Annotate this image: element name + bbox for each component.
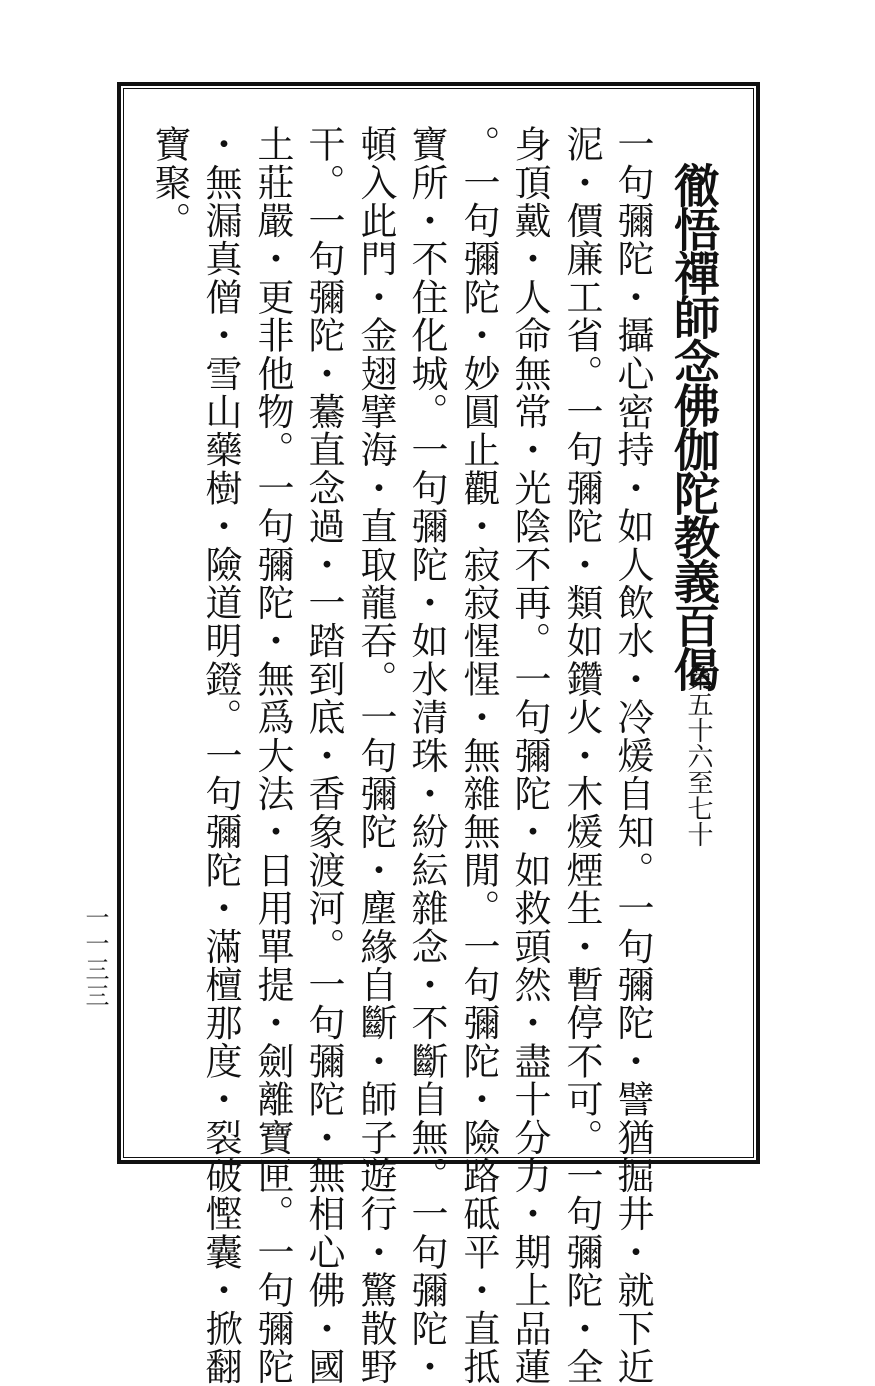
text-column-6: 頓入此門・金翅擘海・直取龍吞。一句彌陀・塵緣自斷・師子遊行・驚散野 (354, 125, 397, 1386)
text-column-10: 寶聚。 (148, 125, 191, 240)
page-number: 一一三三 (81, 905, 109, 1009)
text-column-5: 寶所・不住化城。一句彌陀・如水清珠・紛紜雜念・不斷自無。一句彌陀・ (405, 125, 448, 1386)
page-title: 徹悟禪師念佛伽陀教義百偈 (667, 162, 721, 690)
text-column-2: 泥・價廉工省。一句彌陀・類如鑽火・木煖煙生・暫停不可。一句彌陀・全 (560, 125, 603, 1386)
text-column-3: 身頂戴・人命無常・光陰不再。一句彌陀・如救頭然・盡十分力・期上品蓮 (508, 125, 551, 1386)
page-subtitle: 第五十六至七十 (683, 665, 713, 847)
text-column-8: 土莊嚴・更非他物。一句彌陀・無爲大法・日用單提・劍離寶匣。一句彌陀 (251, 125, 294, 1386)
text-column-1: 一句彌陀・攝心密持・如人飲水・冷煖自知。一句彌陀・譬猶掘井・就下近 (611, 125, 654, 1386)
text-column-4: 。一句彌陀・妙圓止觀・寂寂惺惺・無雜無閒。一句彌陀・險路砥平・直抵 (457, 125, 500, 1386)
text-column-7: 干。一句彌陀・驀直念過・一踏到底・香象渡河。一句彌陀・無相心佛・國 (302, 125, 345, 1386)
text-column-9: ・無漏真僧・雪山藥樹・險道明鐙。一句彌陀・滿檀那度・裂破慳囊・掀翻 (199, 125, 242, 1386)
